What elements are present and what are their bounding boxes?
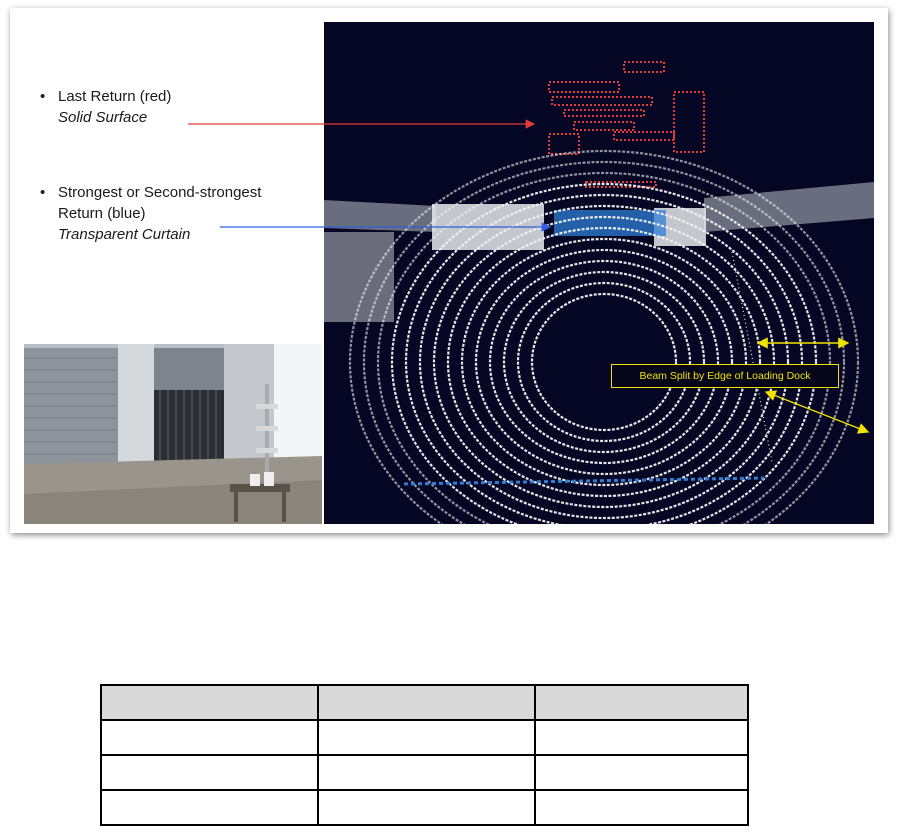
- table-row: [101, 790, 748, 825]
- figure-slide: [10, 8, 888, 533]
- wall-left-block: [324, 232, 394, 322]
- bullet-dot: •: [40, 88, 46, 105]
- legend-title-line1: Strongest or Second-strongest: [58, 184, 262, 201]
- photo-illustration: [24, 344, 322, 524]
- red-return-cluster: [674, 92, 704, 152]
- legend-subtitle: Solid Surface: [58, 109, 148, 126]
- red-return-cluster: [564, 110, 644, 116]
- red-return-cluster: [624, 62, 664, 72]
- legend-title-line2: Return (blue): [58, 205, 146, 222]
- table-cell: [318, 685, 535, 720]
- table-row: [101, 720, 748, 755]
- table-cell: [101, 685, 318, 720]
- table-cell: [318, 790, 535, 825]
- loading-dock-photo: [24, 344, 322, 524]
- red-return-cluster: [614, 132, 674, 140]
- empty-table: [100, 684, 749, 826]
- table-cell: [535, 685, 748, 720]
- table-cell: [101, 790, 318, 825]
- table-cell: [101, 755, 318, 790]
- table-header-row: [101, 685, 748, 720]
- table-cell: [535, 755, 748, 790]
- bullet-dot: •: [40, 184, 46, 201]
- red-return-cluster: [574, 122, 634, 130]
- table-cell: [101, 720, 318, 755]
- beam-split-callout: Beam Split by Edge of Loading Dock: [611, 364, 839, 388]
- red-return-cluster: [549, 82, 619, 92]
- red-return-cluster: [552, 97, 652, 105]
- table-cell: [318, 720, 535, 755]
- table-cell: [318, 755, 535, 790]
- legend-item-text: [58, 86, 171, 128]
- table-cell: [535, 720, 748, 755]
- table-row: [101, 755, 748, 790]
- wall-band-right: [704, 182, 874, 232]
- table-cell: [535, 790, 748, 825]
- red-return-cluster: [549, 134, 579, 154]
- lidar-point-cloud: [324, 22, 874, 524]
- legend-subtitle: Transparent Curtain: [58, 226, 191, 243]
- lidar-scan: [324, 22, 874, 524]
- scan-center: [536, 298, 672, 426]
- blue-ground-line: [404, 478, 764, 484]
- legend-item-text: [58, 182, 261, 245]
- legend-title: Last Return (red): [58, 88, 172, 105]
